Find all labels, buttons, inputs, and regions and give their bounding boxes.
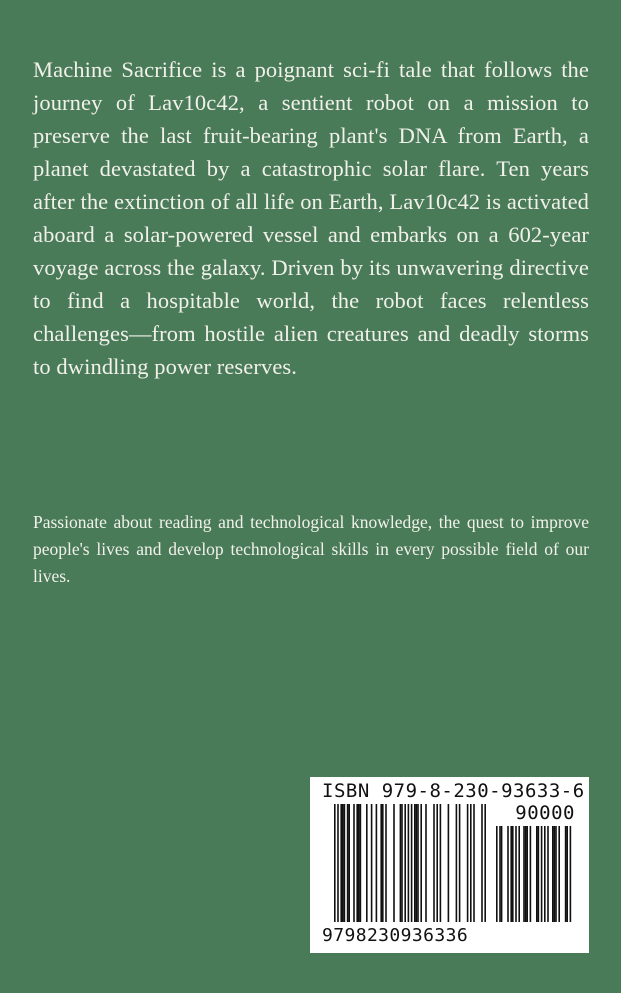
addon-bar xyxy=(507,826,509,922)
barcode-bar xyxy=(440,804,442,922)
barcode-digits: 9798230936336 xyxy=(322,925,469,946)
isbn-barcode xyxy=(310,777,589,953)
book-synopsis: Machine Sacrifice is a poignant sci-fi tale that follows the journey of Lav10c42, a sentient robot on a mission to preserve the last fruit-bearing plant's DNA from Earth, a planet devastated by a catastrophic solar flare. Ten years after the extinction of all life on Earth, Lav10c42 is activated aboard a solar-powered vessel and embarks on a 602-year voyage across the galaxy. Driven by its unwavering directive to find a hospitable world, the robot faces relentless challenges—from hostile alien creatures and deadly storms to dwindling power reserves. xyxy=(33,57,589,379)
barcode-bar xyxy=(360,804,362,922)
addon-bar xyxy=(570,826,572,922)
barcode-bar xyxy=(393,804,395,922)
barcode-bar xyxy=(420,804,422,922)
addon-bar xyxy=(512,826,514,922)
barcode-bar xyxy=(337,804,339,922)
addon-bar xyxy=(554,826,556,922)
addon-bar xyxy=(523,826,525,922)
barcode-bar xyxy=(348,804,350,922)
addon-bar xyxy=(518,826,520,922)
addon-bar xyxy=(555,826,557,922)
barcode-bar xyxy=(371,804,373,922)
barcode-bar xyxy=(481,804,483,922)
barcode-bar xyxy=(459,804,461,922)
barcode-bar xyxy=(448,804,450,922)
addon-bar xyxy=(547,826,549,922)
addon-bar xyxy=(552,826,554,922)
barcode-bar xyxy=(433,804,435,922)
barcode-bar xyxy=(356,804,358,922)
barcode-bar xyxy=(470,804,472,922)
barcode-bar xyxy=(473,804,475,922)
isbn-label: ISBN 979-8-230-93633-6 xyxy=(322,780,585,802)
addon-bar xyxy=(566,826,568,922)
addon-bar xyxy=(526,826,528,922)
barcode-bar xyxy=(425,804,427,922)
barcode-bar xyxy=(380,804,382,922)
addon-bar xyxy=(501,826,503,922)
addon-bar xyxy=(538,826,540,922)
barcode-bar xyxy=(456,804,458,922)
barcode-bar xyxy=(414,804,416,922)
barcode-bar xyxy=(408,804,410,922)
barcode-bar xyxy=(347,804,349,922)
addon-bar xyxy=(510,826,512,922)
addon-bar xyxy=(565,826,567,922)
addon-bar xyxy=(544,826,546,922)
barcode-bar xyxy=(417,804,419,922)
barcode-bar xyxy=(376,804,378,922)
barcode-bar xyxy=(404,804,406,922)
addon-bar xyxy=(515,826,517,922)
addon-bar xyxy=(536,826,538,922)
barcode-bar xyxy=(484,804,486,922)
barcode-bar xyxy=(385,804,387,922)
barcode-bar xyxy=(342,804,344,922)
barcode-bar xyxy=(401,804,403,922)
barcode-bars xyxy=(334,804,574,926)
addon-bar xyxy=(499,826,501,922)
price-addon: 90000 xyxy=(515,802,575,824)
barcode-bar xyxy=(366,804,368,922)
barcode-bar xyxy=(353,804,355,922)
barcode-bar xyxy=(358,804,360,922)
barcode-bar xyxy=(340,804,342,922)
addon-bar xyxy=(541,826,543,922)
barcode-bar xyxy=(436,804,438,922)
barcode-bar xyxy=(416,804,418,922)
addon-bar xyxy=(530,826,532,922)
author-bio: Passionate about reading and technological knowledge, the quest to improve people's lives and develop technological skills in every possible field of our lives. xyxy=(33,512,589,586)
barcode-bar xyxy=(400,804,402,922)
barcode-bar xyxy=(411,804,413,922)
barcode-bar xyxy=(382,804,384,922)
addon-bar xyxy=(525,826,527,922)
barcode-bar xyxy=(344,804,346,922)
barcode-bar xyxy=(467,804,469,922)
barcode-bar xyxy=(334,804,336,922)
addon-bar xyxy=(496,826,498,922)
addon-bar xyxy=(558,826,560,922)
